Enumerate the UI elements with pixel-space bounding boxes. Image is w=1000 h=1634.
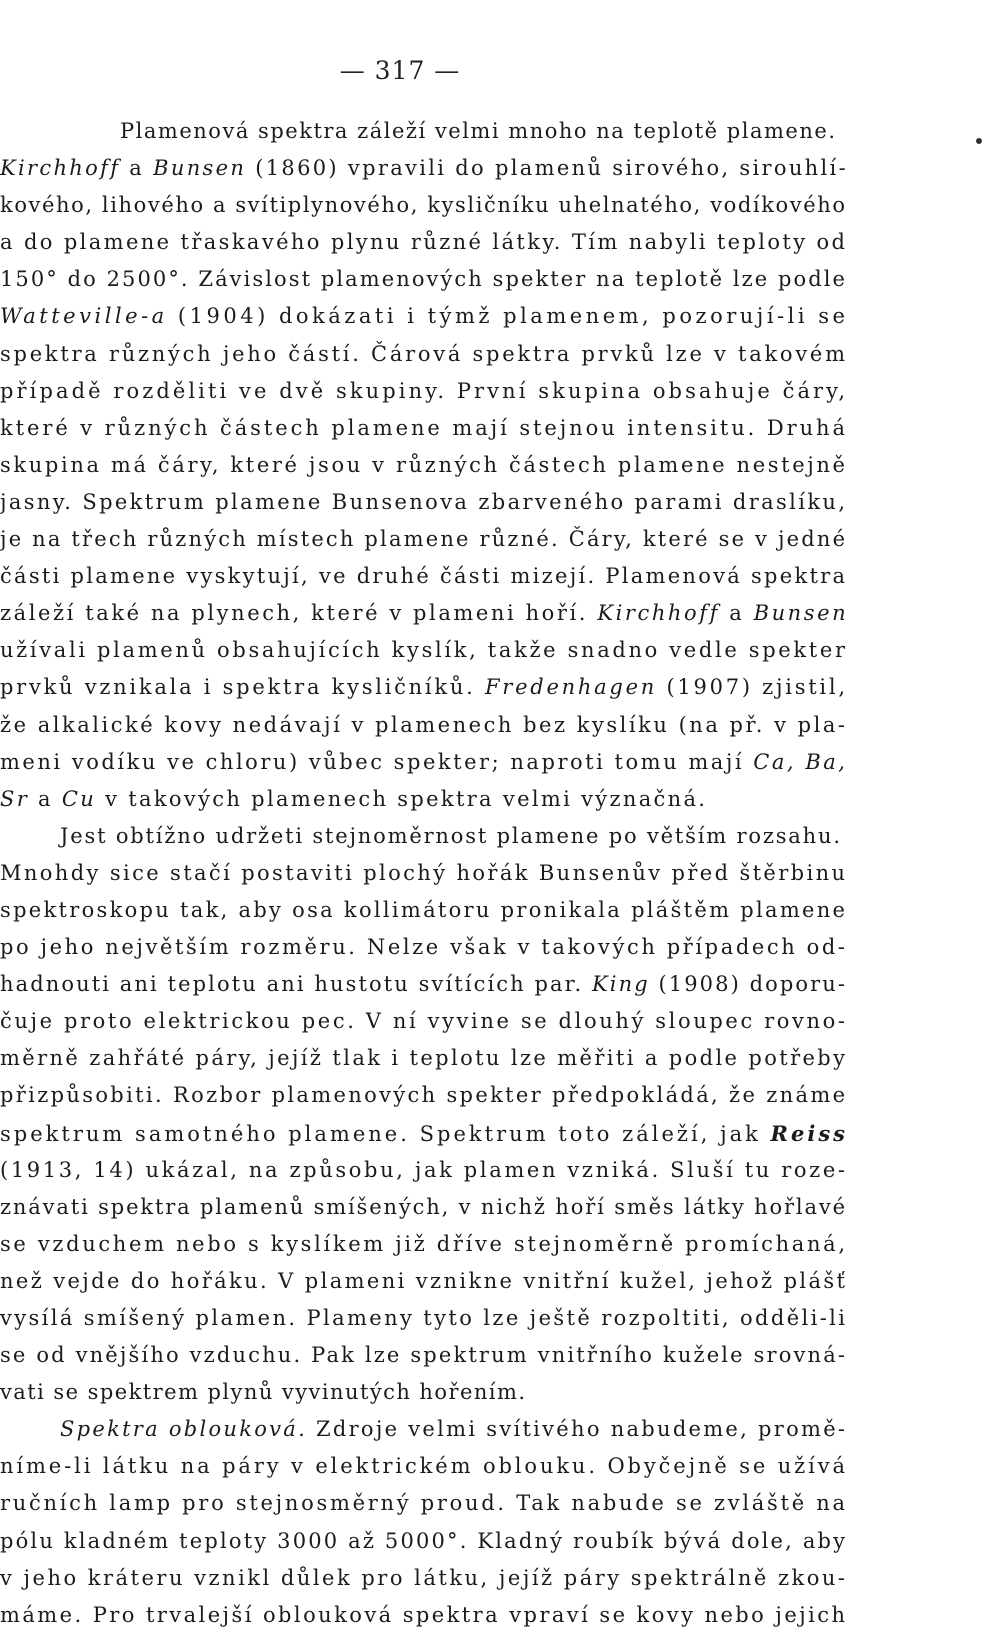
text-segment: spektra různých jeho částí. Čárová spektra prvků lze v takovém (0, 341, 848, 366)
page-number: — 317 — (339, 56, 461, 85)
text-line-content (0, 929, 848, 966)
text-segment: se od vnějšího vzduchu. Pak lze spektrum vnitřního kužele srovná- (0, 1343, 848, 1368)
text-line (0, 744, 848, 781)
text-line-content (0, 744, 848, 781)
text-line (0, 1189, 848, 1226)
text-segment: máme. Pro trvalejší oblouková spektra vpraví se kovy nebo jejich (0, 1602, 848, 1627)
text-segment: meni vodíku ve chloru) vůbec spekter; naproti tomu mají (0, 749, 754, 774)
text-segment: v jeho kráteru vznikl důlek pro látku, jejíž páry spektrálně zkou- (0, 1565, 848, 1590)
text-segment: Watteville-a (0, 304, 168, 329)
text-segment: (1907) zjistil, (657, 675, 848, 700)
text-line-content (0, 187, 847, 224)
text-line-content (0, 1115, 848, 1152)
text-segment: a do plamene třaskavého plynu různé látky. Tím nabyli teploty od (0, 230, 848, 255)
text-segment: po jeho největším rozměru. Nelze však v takových případech od- (0, 935, 848, 960)
text-line (0, 187, 848, 224)
text-line-content (0, 1226, 848, 1263)
text-line-content (0, 966, 847, 1003)
text-segment: Bunsen (153, 156, 247, 181)
text-line (0, 336, 848, 373)
text-segment: skupina má čáry, které jsou v různých částech plamene nestejně (0, 452, 848, 477)
text-line (0, 373, 848, 410)
text-segment: prvků vznikala i spektra kysličníků. (0, 675, 485, 700)
text-line (0, 558, 848, 595)
text-line-content (0, 707, 848, 744)
text-segment: části plamene vyskytují, ve druhé části mizejí. Plamenová spektra (0, 564, 848, 589)
text-line (0, 521, 848, 558)
text-line-content (0, 855, 847, 892)
text-line-content (0, 1263, 847, 1300)
text-segment: (1913, 14) ukázal, na způsobu, jak plamen vzniká. Sluší tu roze- (0, 1157, 848, 1182)
text-line-content (0, 1448, 848, 1485)
text-line (0, 1115, 848, 1152)
text-segment: kového, lihového a svítiplynového, kysličníku uhelnatého, vodíkového (0, 193, 847, 218)
text-line-content (0, 595, 848, 632)
text-segment: Fredenhagen (484, 675, 658, 700)
text-line (0, 669, 848, 706)
text-line-content (0, 1189, 847, 1226)
text-line (0, 1040, 848, 1077)
text-line (0, 966, 848, 1003)
text-segment: 150° do 2500°. Závislost plamenových spekter na teplotě lze podle (0, 267, 848, 292)
text-line (0, 1152, 848, 1189)
text-line-content (0, 892, 847, 929)
text-line-content (0, 224, 847, 261)
text-line-content (0, 1003, 848, 1040)
text-segment: Mnohdy sice stačí postaviti plochý hořák Bunsenův před štěrbinu (0, 860, 848, 885)
text-line (0, 892, 848, 929)
text-line-content (0, 1300, 847, 1337)
text-segment: Reiss (770, 1120, 848, 1146)
text-line (0, 707, 848, 744)
text-segment: hadnouti ani teplotu ani hustotu svítících par. (0, 972, 592, 997)
text-line-content (60, 818, 842, 855)
text-segment: a (29, 786, 62, 811)
text-line (0, 855, 848, 892)
text-line (0, 484, 848, 521)
text-line-content (0, 1374, 526, 1411)
text-segment: Plamenová spektra záleží velmi mnoho na teplotě plamene. (120, 119, 837, 143)
text-line (0, 1560, 848, 1597)
text-line (0, 1485, 848, 1522)
text-segment: (1860) vpravili do plamenů sirového, sirouhlí- (246, 156, 848, 181)
text-segment: které v různých částech plamene mají stejnou intensitu. Druhá (0, 415, 848, 440)
text-line (0, 1411, 848, 1448)
body-text (0, 113, 848, 1634)
text-line (0, 261, 848, 298)
text-line-content (0, 558, 847, 595)
text-segment: jasny. Spektrum plamene Bunsenova zbarveného parami draslíku, (0, 489, 848, 514)
text-segment: čuje proto elektrickou pec. V ní vyvine se dlouhý sloupec rovno- (0, 1009, 848, 1034)
text-line-content (60, 1411, 847, 1448)
text-line (0, 1263, 848, 1300)
text-segment: v takových plamenech spektra velmi význačná. (96, 786, 708, 811)
text-segment: je na třech různých místech plamene různé. Čáry, které se v jedné (0, 527, 848, 552)
text-segment: Jest obtížno udržeti stejnoměrnost plamene po větším rozsahu. (60, 823, 842, 848)
text-line (0, 113, 848, 150)
text-segment: případě rozděliti ve dvě skupiny. První skupina obsahuje čáry, (0, 378, 848, 403)
text-segment: že alkalické kovy nedávají v plamenech bez kyslíku (na př. v pla- (0, 712, 848, 737)
text-line-content (0, 373, 848, 410)
text-segment: a (719, 601, 754, 626)
text-segment: spektroskopu tak, aby osa kollimátoru pronikala pláštěm plamene (0, 897, 848, 922)
text-line-content (0, 669, 848, 706)
text-line-content (0, 298, 848, 335)
text-segment: se vzduchem nebo s kyslíkem již dříve stejnoměrně promíchaná, (0, 1231, 848, 1256)
text-line-content (0, 781, 707, 818)
text-line (0, 1003, 848, 1040)
text-segment: záleží také na plynech, které v plameni hoří. (0, 601, 598, 626)
text-segment: Spektra oblouková. (60, 1417, 308, 1442)
text-line-content (0, 1040, 847, 1077)
text-segment: Ca, Ba, (753, 749, 848, 774)
text-line (0, 150, 848, 187)
text-line (0, 1077, 848, 1114)
text-segment: Kirchhoff (0, 156, 121, 181)
text-line (0, 595, 848, 632)
text-segment: a (120, 156, 154, 181)
text-line-content (0, 1597, 847, 1634)
text-segment: než vejde do hořáku. V plameni vznikne vnitřní kužel, jehož plášť (0, 1268, 848, 1293)
text-line-content (0, 150, 848, 187)
text-line-content (0, 1337, 847, 1374)
text-segment: Kirchhoff (597, 601, 720, 626)
text-line-content (0, 1523, 847, 1560)
text-line (0, 929, 848, 966)
text-segment: (1908) doporu- (649, 972, 848, 997)
text-line (0, 298, 848, 335)
text-line-content (0, 521, 847, 558)
text-segment: pólu kladném teploty 3000 až 5000°. Kladný roubík bývá dole, aby (0, 1528, 848, 1553)
text-segment: znávati spektra plamenů smíšených, v nichž hoří směs látky hořlavé (0, 1194, 847, 1219)
text-segment: níme-li látku na páry v elektrickém oblouku. Obyčejně se užívá (0, 1454, 848, 1479)
text-segment: Zdroje velmi svítivého nabudeme, promě- (307, 1417, 848, 1442)
text-line-content (0, 1077, 847, 1114)
text-line (0, 1597, 848, 1634)
text-line (0, 781, 848, 818)
text-line (0, 1300, 848, 1337)
text-line-content (120, 113, 837, 150)
text-line (0, 410, 848, 447)
text-line-content (0, 336, 848, 373)
text-line-content (0, 447, 848, 484)
text-segment: Sr (0, 786, 30, 811)
text-segment: spektrum samotného plamene. Spektrum toto záleží, jak (0, 1121, 771, 1146)
text-segment: vysílá smíšený plamen. Plameny tyto lze ještě rozpoltiti, odděli-li (0, 1306, 848, 1330)
text-line (0, 1448, 848, 1485)
text-segment: ručních lamp pro stejnosměrný proud. Tak nabude se zvláště na (0, 1491, 848, 1516)
text-line-content (0, 1152, 848, 1189)
text-line (0, 818, 848, 855)
text-segment: užívali plamenů obsahujících kyslík, takže snadno vedle spekter (0, 638, 848, 663)
text-segment: vati se spektrem plynů vyvinutých hořením. (0, 1380, 527, 1405)
text-line (0, 1374, 848, 1411)
text-segment: Cu (61, 786, 97, 811)
text-line-content (0, 1560, 847, 1597)
text-segment: přizpůsobiti. Rozbor plamenových spekter předpokládá, že známe (0, 1083, 848, 1108)
margin-dot (976, 138, 982, 144)
text-line (0, 1523, 848, 1560)
text-line (0, 1337, 848, 1374)
text-line-content (0, 261, 847, 298)
text-segment: měrně zahřáté páry, jejíž tlak i teplotu lze měřiti a podle potřeby (0, 1046, 848, 1071)
text-line-content (0, 410, 848, 447)
text-segment: Bunsen (753, 601, 848, 626)
text-segment: King (592, 972, 650, 997)
text-line (0, 224, 848, 261)
text-line-content (0, 484, 847, 521)
text-line-content (0, 632, 848, 669)
text-segment: (1904) dokázati i týmž plamenem, pozorují-li se (167, 304, 848, 329)
text-line (0, 447, 848, 484)
text-line (0, 1226, 848, 1263)
text-line-content (0, 1485, 848, 1522)
text-line (0, 632, 848, 669)
